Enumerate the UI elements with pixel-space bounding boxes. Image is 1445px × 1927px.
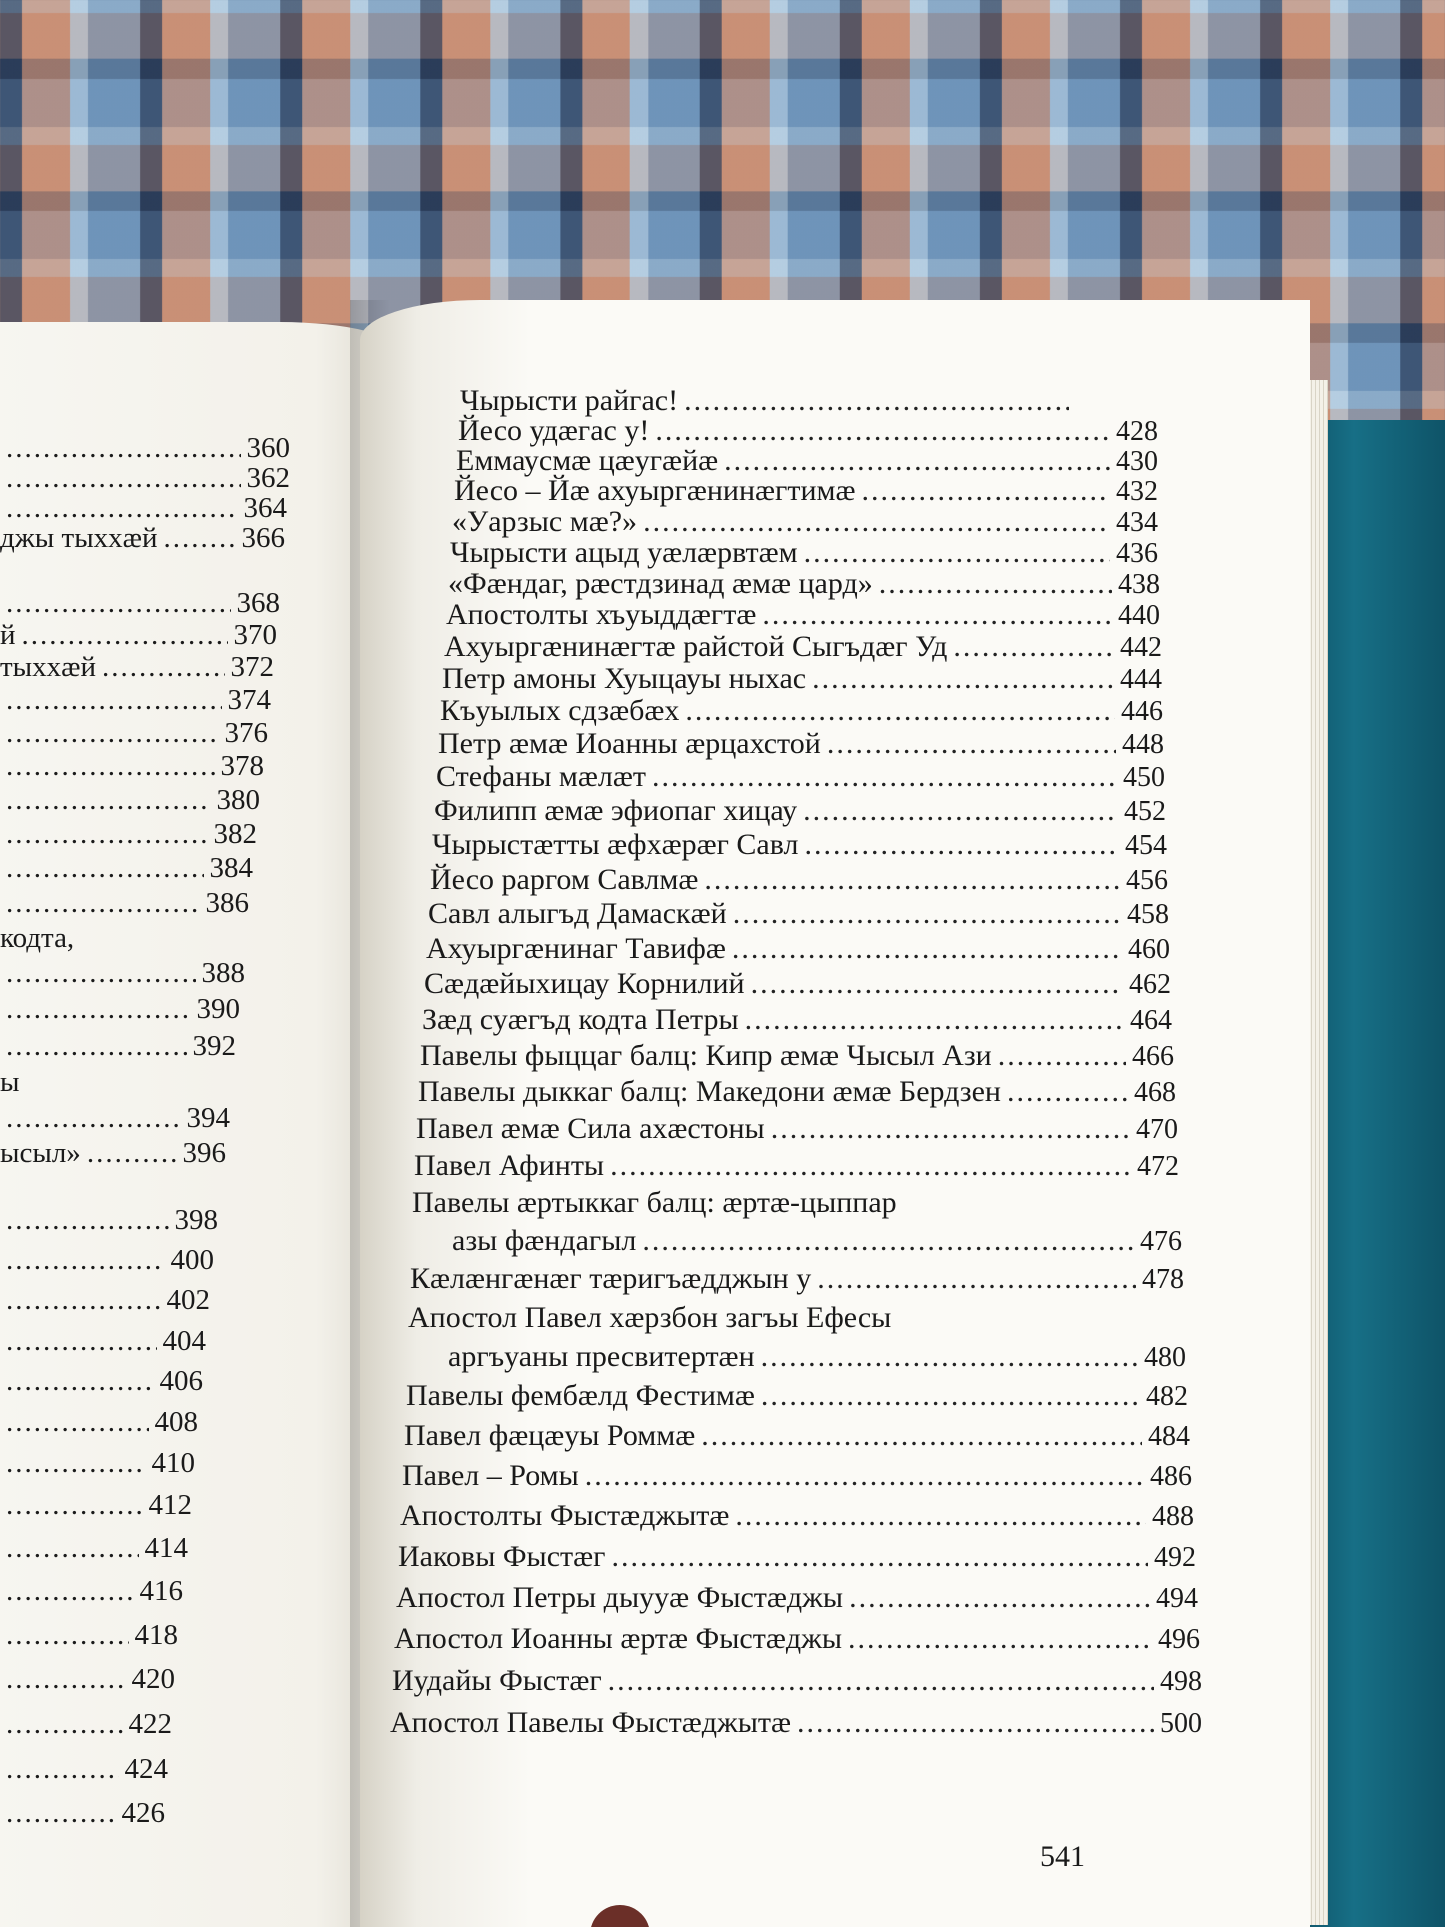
- toc-entry: [392, 1664, 1202, 1698]
- entry-title: Сæдæйыхицау Корнилий: [424, 967, 745, 1000]
- entry-title: Апостол Петры дыууæ Фыстæджы: [396, 1581, 844, 1614]
- entry-page-number: 440: [1118, 600, 1160, 631]
- leader-dots: [1007, 1075, 1128, 1109]
- entry-title: Павел Афинты: [414, 1149, 605, 1182]
- left-entry: [0, 1030, 236, 1063]
- toc-entry: [452, 1224, 1182, 1258]
- leader-dots: [6, 684, 222, 717]
- entry-page-number: 366: [241, 522, 285, 554]
- entry-page-number: 428: [1116, 416, 1158, 447]
- leader-dots: [6, 492, 238, 525]
- toc-entry: [394, 1622, 1200, 1656]
- toc-entry: [424, 967, 1171, 1001]
- entry-title: Павелы фембæлд Фестимæ: [406, 1379, 755, 1412]
- leader-dots: [879, 567, 1112, 601]
- entry-page-number: 368: [236, 587, 280, 619]
- entry-page-number: 430: [1116, 446, 1158, 477]
- left-entry: [0, 1489, 192, 1522]
- page-number: 541: [1040, 1840, 1085, 1873]
- left-entry: [0, 1066, 230, 1099]
- entry-page-number: 374: [227, 684, 271, 716]
- leader-dots: [849, 1581, 1150, 1615]
- entry-page-number: 482: [1146, 1381, 1188, 1412]
- entry-page-number: 464: [1130, 1005, 1172, 1036]
- toc-entry: [442, 662, 1162, 696]
- entry-title: ысыл»: [0, 1137, 81, 1169]
- leader-dots: [6, 1797, 116, 1830]
- leader-dots: [6, 1575, 134, 1608]
- leader-dots: [6, 818, 208, 851]
- left-page: [0, 322, 400, 1927]
- leader-dots: [6, 1708, 123, 1741]
- entry-page-number: 390: [196, 993, 240, 1025]
- entry-title: Петр æмæ Иоанны æрцахстой: [438, 727, 821, 760]
- entry-title: Иаковы Фыстæг: [398, 1540, 606, 1573]
- leader-dots: [797, 1706, 1154, 1740]
- entry-page-number: 494: [1156, 1583, 1198, 1614]
- entry-title: Апостолты Фыстæджытæ: [400, 1499, 730, 1532]
- entry-page-number: 416: [139, 1575, 183, 1607]
- leader-dots: [6, 1102, 181, 1135]
- toc-entry: [448, 567, 1160, 601]
- leader-dots: [817, 1262, 1136, 1296]
- left-entry: [0, 587, 280, 620]
- toc-entry: [420, 1039, 1174, 1073]
- leader-dots: [724, 444, 1110, 478]
- leader-dots: [6, 1325, 157, 1358]
- entry-page-number: 466: [1132, 1041, 1174, 1072]
- leader-dots: [6, 1489, 143, 1522]
- entry-title: Чырысти райгас!: [460, 384, 679, 417]
- toc-entry: [446, 598, 1160, 632]
- leader-dots: [6, 1284, 161, 1317]
- toc-entry: [400, 1499, 1194, 1533]
- entry-title: Павел æмæ Сила ахæстоны: [416, 1112, 765, 1145]
- toc-entry: [452, 505, 1158, 539]
- entry-page-number: 454: [1125, 830, 1167, 861]
- entry-title: Павел фæцæуы Роммæ: [404, 1419, 696, 1452]
- leader-dots: [6, 1753, 119, 1786]
- leader-dots: [6, 717, 219, 750]
- leader-dots: [6, 432, 241, 465]
- entry-page-number: 438: [1118, 569, 1160, 600]
- leader-dots: [998, 1039, 1126, 1073]
- leader-dots: [642, 1224, 1134, 1258]
- entry-page-number: 380: [216, 784, 260, 816]
- entry-page-number: 394: [186, 1102, 230, 1134]
- leader-dots: [804, 536, 1110, 570]
- toc-entry: [432, 828, 1167, 862]
- left-entry: [0, 717, 268, 750]
- entry-page-number: 376: [224, 717, 268, 749]
- entry-page-number: 362: [246, 462, 290, 494]
- entry-page-number: 412: [148, 1489, 192, 1521]
- entry-title: Филипп æмæ эфиопаг хицау: [434, 794, 798, 827]
- left-entry: [0, 432, 290, 465]
- entry-page-number: 398: [174, 1204, 218, 1236]
- entry-page-number: 378: [220, 750, 264, 782]
- entry-title: аргъуаны пресвитертæн: [448, 1340, 755, 1373]
- entry-title: Еммаусмæ цæугæйæ: [456, 444, 719, 477]
- entry-page-number: 364: [243, 492, 287, 524]
- entry-page-number: 470: [1136, 1114, 1178, 1145]
- leader-dots: [827, 727, 1116, 761]
- toc-entry-first-line: Павелы æртыккаг балц: æртæ-цыппар: [412, 1186, 897, 1219]
- left-entry: [0, 1708, 172, 1741]
- entry-page-number: 408: [154, 1406, 198, 1438]
- entry-page-number: 426: [121, 1797, 165, 1829]
- entry-page-number: 388: [201, 957, 245, 989]
- entry-title: тыххæй: [0, 651, 97, 683]
- entry-page-number: 484: [1148, 1421, 1190, 1452]
- leader-dots: [6, 1663, 126, 1696]
- entry-page-number: 472: [1137, 1151, 1179, 1182]
- leader-dots: [6, 750, 215, 783]
- entry-title: Апостол Иоанны æртæ Фыстæджы: [394, 1622, 842, 1655]
- leader-dots: [6, 957, 196, 990]
- leader-dots: [803, 794, 1118, 828]
- entry-title: Чырыстæтты æфхæрæг Савл: [432, 828, 799, 861]
- toc-entry: [456, 444, 1158, 478]
- toc-entry: [440, 694, 1163, 728]
- toc-entry: [418, 1075, 1176, 1109]
- leader-dots: [102, 651, 224, 684]
- leader-dots: [22, 619, 228, 652]
- leader-dots: [762, 598, 1112, 632]
- entry-page-number: 478: [1142, 1264, 1184, 1295]
- entry-page-number: 370: [233, 619, 277, 651]
- leader-dots: [812, 662, 1114, 696]
- left-entry: [0, 750, 264, 783]
- leader-dots: [804, 828, 1119, 862]
- entry-title: «Фæндаг, рæстдзинад æмæ цард»: [448, 567, 873, 600]
- left-entry: [0, 522, 285, 555]
- leader-dots: [684, 384, 1069, 418]
- entry-page-number: 418: [134, 1619, 178, 1651]
- entry-page-number: 402: [166, 1284, 210, 1316]
- left-entry: [0, 1102, 230, 1135]
- entry-page-number: 488: [1152, 1501, 1194, 1532]
- left-entry: [0, 1532, 188, 1565]
- entry-page-number: 432: [1116, 476, 1158, 507]
- leader-dots: [732, 932, 1122, 966]
- left-entry: [0, 1447, 195, 1480]
- entry-page-number: 392: [192, 1030, 236, 1062]
- right-page: [360, 300, 1310, 1927]
- entry-title: Кæлæнгæнæг тæригъæдджын у: [410, 1262, 812, 1295]
- leader-dots: [733, 897, 1121, 931]
- entry-page-number: 360: [246, 432, 290, 464]
- leader-dots: [848, 1622, 1152, 1656]
- toc-entry: [428, 897, 1169, 931]
- entry-page-number: 414: [144, 1532, 188, 1564]
- leader-dots: [685, 694, 1115, 728]
- entry-title: Йесо удæгас у!: [458, 414, 650, 447]
- leader-dots: [761, 1340, 1138, 1374]
- toc-entry: [390, 1706, 1202, 1740]
- entry-title: Апостол Павелы Фыстæджытæ: [390, 1706, 792, 1739]
- entry-page-number: 498: [1160, 1666, 1202, 1697]
- leader-dots: [608, 1664, 1154, 1698]
- entry-page-number: 386: [205, 887, 249, 919]
- entry-page-number: 500: [1160, 1708, 1202, 1739]
- entry-title: кодта,: [0, 922, 75, 954]
- entry-page-number: 384: [209, 852, 253, 884]
- leader-dots: [6, 1532, 139, 1565]
- entry-title: «Уарзыс мæ?»: [452, 505, 638, 538]
- leader-dots: [701, 1419, 1142, 1453]
- entry-title: Петр амоны Хуыцауы ныхас: [442, 662, 807, 695]
- entry-page-number: 456: [1126, 865, 1168, 896]
- entry-title: Павелы фыццаг балц: Кипр æмæ Чысыл Ази: [420, 1039, 992, 1072]
- entry-page-number: 496: [1158, 1624, 1200, 1655]
- table-of-contents: [360, 300, 1310, 1927]
- entry-page-number: 404: [162, 1325, 206, 1357]
- leader-dots: [6, 852, 204, 885]
- left-entry: [0, 957, 245, 990]
- entry-title: Апостолты хъуыддæгтæ: [446, 598, 757, 631]
- entry-page-number: 462: [1129, 969, 1171, 1000]
- entry-page-number: 420: [131, 1663, 175, 1695]
- leader-dots: [704, 863, 1120, 897]
- leader-dots: [953, 630, 1114, 664]
- left-entry: [0, 1575, 183, 1608]
- left-entry: [0, 784, 260, 817]
- left-entry: [0, 1284, 210, 1317]
- entry-page-number: 442: [1120, 632, 1162, 663]
- leader-dots: [610, 1149, 1131, 1183]
- entry-page-number: 400: [170, 1244, 214, 1276]
- leader-dots: [771, 1112, 1130, 1146]
- leader-dots: [745, 1003, 1124, 1037]
- left-entry: [0, 1325, 206, 1358]
- toc-entry: [426, 932, 1170, 966]
- toc-entry: [416, 1112, 1178, 1146]
- leader-dots: [6, 1030, 187, 1063]
- entry-title: Савл алыгъд Дамаскæй: [428, 897, 727, 930]
- entry-page-number: 382: [213, 818, 257, 850]
- left-entry: [0, 619, 277, 652]
- leader-dots: [6, 462, 241, 495]
- toc-entry: [398, 1540, 1196, 1574]
- toc-entry: [422, 1003, 1172, 1037]
- toc-entry: [414, 1149, 1179, 1183]
- entry-page-number: 422: [128, 1708, 172, 1740]
- entry-page-number: 476: [1140, 1226, 1182, 1257]
- toc-entry: [436, 760, 1165, 794]
- leader-dots: [585, 1459, 1144, 1493]
- entry-page-number: 406: [159, 1365, 203, 1397]
- leader-dots: [6, 993, 191, 1026]
- left-entry: [0, 651, 274, 684]
- leader-dots: [6, 1447, 146, 1480]
- entry-page-number: 480: [1144, 1342, 1186, 1373]
- left-entry: [0, 922, 245, 955]
- entry-page-number: 486: [1150, 1461, 1192, 1492]
- entry-title: Павелы дыккаг балц: Македони æмæ Бердзен: [418, 1075, 1001, 1108]
- leader-dots: [6, 1406, 149, 1439]
- toc-entry: [444, 630, 1162, 664]
- left-entry: [0, 1753, 168, 1786]
- toc-entry: [402, 1459, 1192, 1493]
- leader-dots: [6, 1365, 154, 1398]
- leader-dots: [6, 784, 211, 817]
- toc-entry: [396, 1581, 1198, 1615]
- toc-entry: [458, 414, 1158, 448]
- toc-entry: [406, 1379, 1188, 1413]
- leader-dots: [761, 1379, 1140, 1413]
- toc-entry: [460, 384, 1075, 418]
- entry-page-number: 452: [1124, 796, 1166, 827]
- entry-title: Стефаны мæлæт: [436, 760, 646, 793]
- left-entry: [0, 1797, 165, 1830]
- leader-dots: [164, 522, 236, 555]
- left-entry: [0, 462, 290, 495]
- leader-dots: [611, 1540, 1148, 1574]
- toc-entry: [430, 863, 1168, 897]
- leader-dots: [643, 505, 1110, 539]
- leader-dots: [6, 1204, 169, 1237]
- entry-title: Иудайы Фыстæг: [392, 1664, 602, 1697]
- toc-entry: [454, 474, 1158, 508]
- leader-dots: [735, 1499, 1146, 1533]
- entry-title: джы тыххæй: [0, 522, 158, 554]
- toc-entry: [438, 727, 1164, 761]
- leader-dots: [652, 760, 1117, 794]
- left-entry: [0, 1137, 226, 1170]
- entry-title: Зæд суæгъд кодта Петры: [422, 1003, 739, 1036]
- left-entry: [0, 852, 253, 885]
- left-entry: [0, 1663, 175, 1696]
- entry-page-number: 458: [1127, 899, 1169, 930]
- leader-dots: [655, 414, 1110, 448]
- toc-entry: [450, 536, 1158, 570]
- entry-page-number: 446: [1121, 696, 1163, 727]
- leader-dots: [87, 1137, 177, 1170]
- entry-title: Къуылых сдзæбæх: [440, 694, 680, 727]
- leader-dots: [6, 587, 231, 620]
- toc-entry: [410, 1262, 1184, 1296]
- leader-dots: [6, 887, 200, 920]
- entry-title: азы фæндагыл: [452, 1224, 637, 1257]
- left-entry: [0, 684, 271, 717]
- entry-page-number: 372: [230, 651, 274, 683]
- entry-title: Ахуыргæнинæгтæ райстой Сыгъдæг Уд: [444, 630, 948, 663]
- toc-entry: [448, 1340, 1186, 1374]
- entry-page-number: 492: [1154, 1542, 1196, 1573]
- left-entry: [0, 1365, 203, 1398]
- entry-page-number: 396: [182, 1137, 226, 1169]
- entry-title: Йесо раргом Савлмæ: [430, 863, 699, 896]
- leader-dots: [751, 967, 1123, 1001]
- left-entry: [0, 492, 287, 525]
- entry-page-number: 444: [1120, 664, 1162, 695]
- entry-page-number: 450: [1123, 762, 1165, 793]
- left-entry: [0, 1244, 214, 1277]
- left-entry: [0, 993, 240, 1026]
- leader-dots: [6, 1619, 129, 1652]
- entry-page-number: 434: [1116, 507, 1158, 538]
- entry-page-number: 410: [151, 1447, 195, 1479]
- entry-title: Ахуыргæнинаг Тавифæ: [426, 932, 726, 965]
- left-entry: [0, 1619, 178, 1652]
- toc-entry-first-line: Апостол Павел хæрзбон загъы Ефесы: [408, 1301, 892, 1334]
- left-entry: [0, 1204, 218, 1237]
- leader-dots: [6, 1244, 165, 1277]
- entry-page-number: 448: [1122, 729, 1164, 760]
- entry-title: ы: [0, 1066, 20, 1098]
- left-entry: [0, 1406, 198, 1439]
- leader-dots: [862, 474, 1111, 508]
- entry-page-number: 436: [1116, 538, 1158, 569]
- left-entry: [0, 818, 257, 851]
- entry-page-number: 468: [1134, 1077, 1176, 1108]
- toc-entry: [434, 794, 1166, 828]
- entry-page-number: 424: [124, 1753, 168, 1785]
- toc-entry: [404, 1419, 1190, 1453]
- entry-title: й: [0, 619, 16, 651]
- entry-title: Чырысти ацыд уæлæрвтæм: [450, 536, 798, 569]
- left-entry: [0, 887, 249, 920]
- entry-page-number: 460: [1128, 934, 1170, 965]
- entry-title: Йесо – Йæ ахуыргæнинæгтимæ: [454, 474, 856, 507]
- entry-title: Павел – Ромы: [402, 1459, 579, 1492]
